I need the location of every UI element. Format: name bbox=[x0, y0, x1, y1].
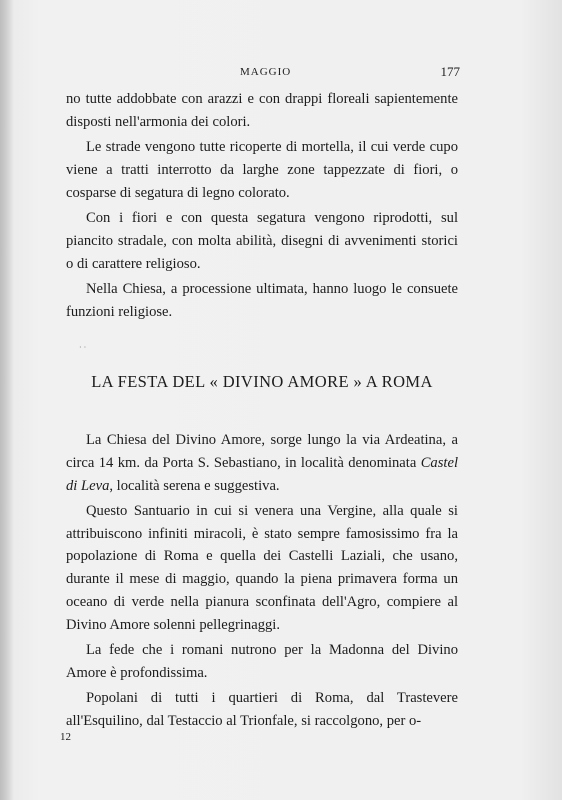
place-name: Castel di Leva bbox=[66, 454, 458, 494]
printer-signature: 12 bbox=[60, 731, 71, 743]
text-run: La Chiesa del Divino Amore, sorge lungo la via Ardeatina, a circa 14 km. da Porta S. Sebastiano, in località denominata bbox=[66, 432, 458, 471]
paragraph: Questo Santuario in cui si venera una Vergine, alla quale si attribuiscono infiniti miracoli, è stato sempre famosissimo fra la popolazione di Roma e quella dei Castelli Laziali, che usano, durante il mese di maggio, quando la piena primavera forma un oceano di verde nella pianura sconfinata dell'Agro, compiere al Divino Amore solenni pellegrinaggi. bbox=[66, 502, 458, 633]
ornament-dots: · · bbox=[79, 343, 87, 352]
paragraph: Nella Chiesa, a processione ultimata, hanno luogo le consuete funzioni religiose. bbox=[66, 280, 458, 320]
paragraph: no tutte addobbate con arazzi e con drappi floreali sapientemente disposti nell'armonia dei colori. bbox=[66, 91, 458, 130]
text-block-bottom bbox=[66, 429, 458, 735]
paragraph: Con i fiori e con questa segatura vengono riprodotti, sul piancito stradale, con molta abilità, disegni di avvenimenti storici o di carattere religioso. bbox=[66, 209, 458, 272]
paragraph: Popolani di tutti i quartieri di Roma, dal Trastevere all'Esquilino, dal Testaccio al Trionfale, si raccolgono, per o- bbox=[66, 690, 458, 730]
page-header bbox=[62, 66, 460, 82]
paragraph: Le strade vengono tutte ricoperte di mortella, il cui verde cupo viene a tratti interrotto da larghe zone tappezzate di fiori, o cosparse di segatura di legno colorato. bbox=[66, 139, 458, 201]
text-block-top bbox=[66, 88, 458, 326]
page-number: 177 bbox=[440, 64, 460, 79]
section-title: LA FESTA DEL « DIVINO AMORE » A ROMA bbox=[91, 372, 433, 391]
page-gutter-shadow bbox=[0, 0, 14, 800]
paragraph: La fede che i romani nutrono per la Madonna del Divino Amore è profondissima. bbox=[66, 642, 458, 681]
paragraph bbox=[66, 429, 458, 497]
running-head: MAGGIO bbox=[240, 66, 292, 78]
text-run: , località serena e suggestiva. bbox=[109, 477, 280, 494]
